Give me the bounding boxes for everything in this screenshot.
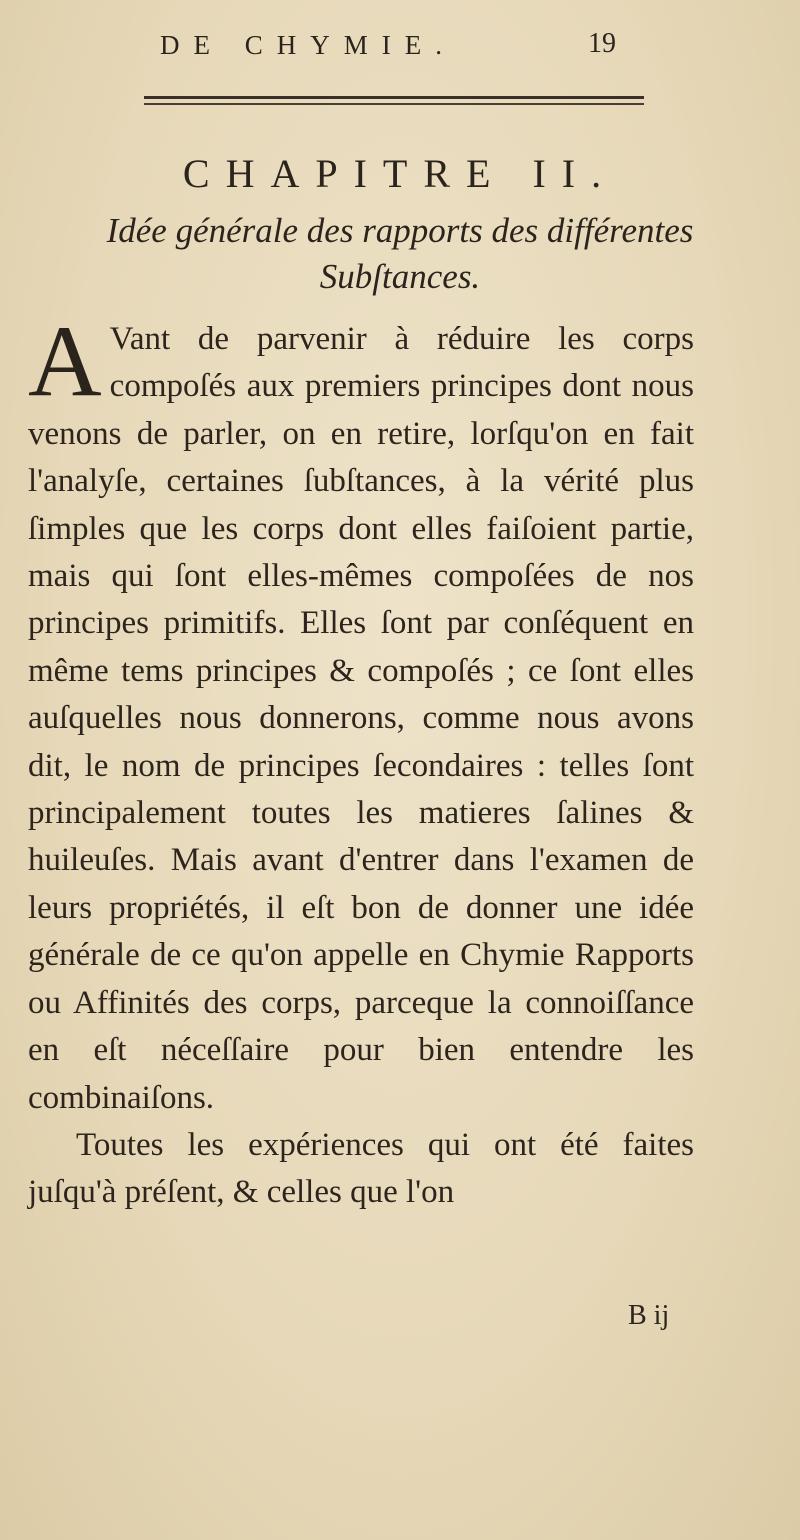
subtitle-line-2: Subſtances. [319,257,481,296]
paragraph-2: Toutes les expériences qui ont été faites juſqu'à préſent, & celles que l'on [28,1126,694,1211]
drop-cap: A [28,305,102,418]
ornamental-rule [144,96,644,108]
running-head-title: DE CHYMIE. [160,30,456,60]
body-text [28,305,694,1217]
page-number: 19 [588,28,616,59]
paragraph-1-text: Vant de parvenir à réduire les corps compoſés aux premiers principes dont nous venons de parler, on en retire, lorſqu'on en fait l'analyſe, certaines ſubſtances, à la vérité plus ſimples que les corps dont elles faiſoient partie, mais qui ſont elles-mêmes compoſées de nos principes primitifs. Elles ſont par conſéquent en même tems principes & compoſés ; ce ſont elles auſquelles nous donnerons, comme nous avons dit, le nom de principes ſecondaires : telles ſont principalement toutes les matieres ſalines & huileuſes. Mais avant d'entrer dans l'examen de leurs propriétés, il eſt bon de donner une idée générale de ce qu'on appelle en Chymie Rapports ou Affinités des corps, parceque la connoiſſance en eſt néceſſaire pour bien entendre les combinaiſons. [28,321,694,1116]
rule-thick-line [144,96,644,99]
signature-mark: B ij [628,1300,670,1331]
paragraph-1 [28,305,694,1122]
rule-thin-line [144,103,644,105]
chapter-subtitle [0,208,800,300]
subtitle-line-1: Idée générale des rapports des différentes [106,211,694,250]
running-head [0,20,800,80]
chapter-heading: CHAPITRE II. [182,151,618,196]
